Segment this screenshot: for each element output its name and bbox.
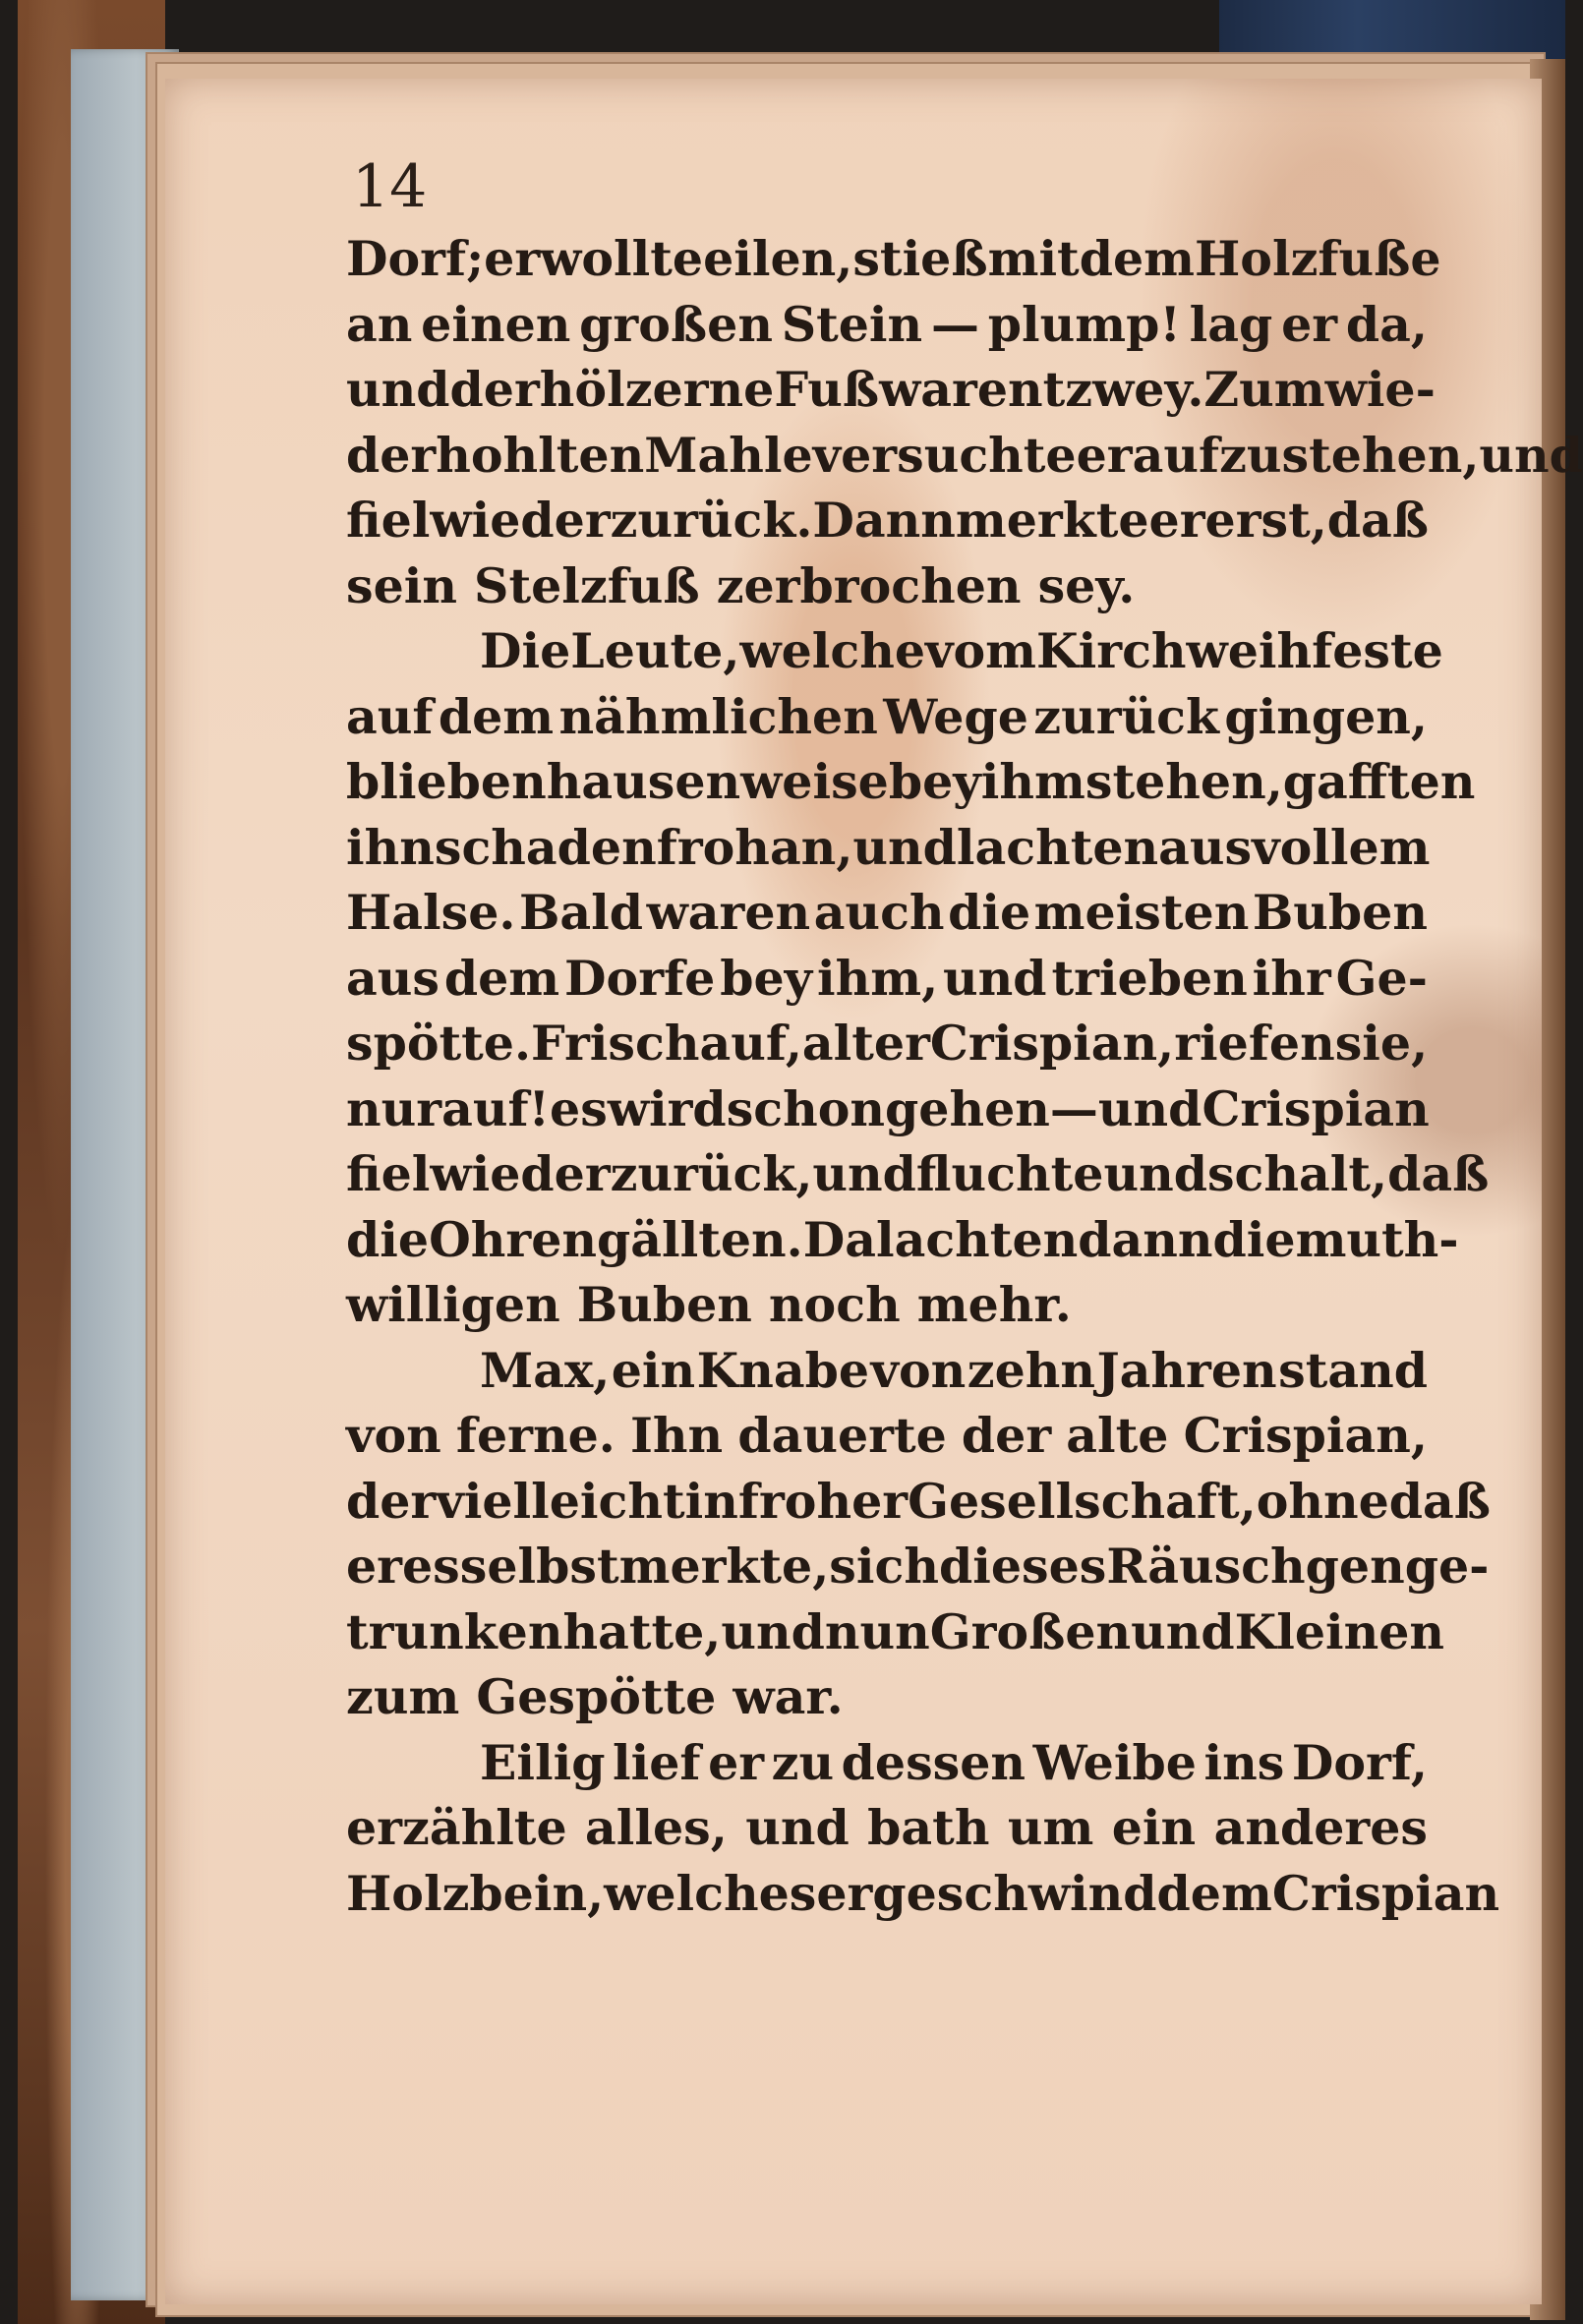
word: spötte.	[346, 1015, 532, 1072]
word: merkte	[955, 492, 1149, 549]
word: Halse.	[346, 884, 516, 941]
word: wird	[607, 1079, 727, 1137]
word: Crispian,	[1183, 1407, 1428, 1464]
word: er	[1281, 295, 1338, 353]
word: Kirchweihfeste	[1036, 622, 1443, 679]
word: entzwey.	[976, 361, 1204, 418]
word: da,	[1345, 295, 1428, 353]
word: dem	[438, 687, 555, 745]
word: meisten	[1033, 884, 1250, 941]
word: stehen,	[1085, 753, 1283, 810]
word: lachten	[956, 818, 1159, 876]
word: bath	[867, 1799, 990, 1856]
word: blieben	[346, 753, 547, 810]
word: welche	[739, 622, 926, 679]
word: stieß	[852, 230, 988, 287]
word: wie-	[1324, 361, 1436, 418]
word: Mahle	[644, 426, 813, 484]
text-line	[346, 357, 1436, 423]
word: derhohlten	[346, 426, 645, 484]
word: trieben	[1051, 949, 1248, 1007]
word: daß	[1326, 492, 1430, 549]
word: Dann	[812, 492, 956, 549]
text-line	[346, 1534, 1490, 1599]
word: hölzerne	[539, 361, 775, 418]
word: der	[346, 1472, 437, 1530]
word: Crispian	[1271, 1864, 1500, 1922]
word: und	[852, 818, 957, 876]
word: geschwind	[872, 1864, 1157, 1922]
word: Crispian,	[929, 1015, 1175, 1072]
word: versuchte	[812, 426, 1077, 484]
word: Buben	[1252, 884, 1428, 941]
word: zurück.	[610, 492, 813, 549]
word: —	[1049, 1079, 1098, 1137]
word: Da	[802, 1210, 876, 1268]
word: riefen	[1174, 1015, 1335, 1072]
word: und	[812, 1145, 916, 1202]
text-line	[346, 1599, 1445, 1665]
word: plump!	[987, 295, 1181, 353]
word: die	[1212, 1210, 1296, 1268]
word: dauerte	[737, 1407, 947, 1464]
word: ein	[611, 1341, 696, 1399]
word: ins	[1203, 1733, 1285, 1791]
word: Dorf,	[1291, 1733, 1428, 1791]
word: —	[930, 295, 979, 353]
word: nur	[346, 1079, 442, 1137]
word: und	[1131, 1602, 1235, 1660]
text-line	[346, 1338, 1428, 1404]
word: Zum	[1203, 361, 1325, 418]
text-line	[346, 292, 1428, 358]
word: Kleinen	[1234, 1602, 1445, 1660]
text-line	[346, 815, 1431, 881]
word: gällten.	[597, 1210, 803, 1268]
word: wieder	[430, 492, 611, 549]
word: Gesellschaft,	[908, 1472, 1257, 1530]
word: an	[346, 295, 413, 353]
word: die	[346, 1210, 430, 1268]
word: vom	[925, 622, 1037, 679]
word: lachten	[875, 1210, 1079, 1268]
body-text	[346, 226, 1583, 1926]
word: wieder	[430, 1145, 611, 1202]
word: gingen,	[1224, 687, 1428, 745]
word: ohne	[1256, 1472, 1389, 1530]
word: war	[879, 361, 977, 418]
word: merkte,	[618, 1538, 830, 1595]
text-line	[346, 1141, 1490, 1207]
word: Jahren	[1096, 1341, 1277, 1399]
word: der	[961, 1407, 1052, 1464]
word: er	[816, 1864, 873, 1922]
word: und	[943, 949, 1047, 1007]
book-page	[165, 79, 1583, 2304]
text-line	[346, 946, 1428, 1012]
word: ihn	[346, 818, 435, 876]
word: er	[708, 1733, 765, 1791]
word: dem	[1156, 1864, 1272, 1922]
text-line	[346, 1730, 1428, 1796]
word: eilen,	[703, 230, 853, 287]
text-line	[346, 1011, 1428, 1076]
word: und	[346, 361, 450, 418]
word: er	[484, 230, 541, 287]
word: hatte,	[562, 1602, 722, 1660]
word: aufzustehen,	[1132, 426, 1480, 484]
word: und	[1103, 1145, 1207, 1202]
word: ein	[1111, 1799, 1197, 1856]
word: aus	[1158, 818, 1253, 876]
word: an,	[769, 818, 853, 876]
word: fluchte	[915, 1145, 1104, 1202]
word: alter	[801, 1015, 930, 1072]
word: Holzfuße	[1195, 230, 1441, 287]
word: muth-	[1295, 1210, 1459, 1268]
word: Die	[480, 622, 571, 679]
text-line	[346, 1403, 1428, 1469]
word: von	[346, 1407, 441, 1464]
word: sie,	[1334, 1015, 1429, 1072]
word: Weibe	[1032, 1733, 1197, 1791]
word: Eilig	[480, 1733, 606, 1791]
word: trunken	[346, 1602, 563, 1660]
word: er	[346, 1538, 402, 1595]
word: und	[1479, 426, 1583, 484]
word: auch	[813, 884, 945, 941]
word: Ihn	[630, 1407, 724, 1464]
text-line	[346, 684, 1428, 750]
word: fiel	[346, 492, 431, 549]
word: anderes	[1213, 1799, 1428, 1856]
word: froher	[737, 1472, 909, 1530]
word: ihr	[1252, 949, 1331, 1007]
word: auf,	[699, 1015, 802, 1072]
word: Holzbein,	[346, 1864, 605, 1922]
word: nähmlichen	[558, 687, 878, 745]
word: fiel	[346, 1145, 431, 1202]
word: schalt,	[1206, 1145, 1388, 1202]
word: Großen	[929, 1602, 1132, 1660]
text-line: zum Gespötte war.	[346, 1668, 844, 1725]
text-line	[346, 226, 1441, 292]
word: aus	[346, 949, 440, 1007]
text-line: sein Stelzfuß zerbrochen sey.	[346, 556, 1136, 614]
word: erzählte	[346, 1799, 567, 1856]
word: zurück	[1033, 687, 1219, 745]
text-line: willigen Buben noch mehr.	[346, 1276, 1072, 1333]
word: es	[550, 1079, 608, 1137]
word: zehn	[967, 1341, 1096, 1399]
word: gehen	[885, 1079, 1050, 1137]
word: alte	[1066, 1407, 1169, 1464]
word: gafften	[1282, 753, 1476, 810]
word: ge-	[1404, 1538, 1490, 1595]
text-line	[346, 1207, 1459, 1273]
word: schon	[726, 1079, 886, 1137]
word: Ohren	[429, 1210, 597, 1268]
word: er	[1148, 492, 1205, 549]
word: daß	[1388, 1472, 1492, 1530]
word: auf!	[441, 1079, 551, 1137]
word: Fuß	[774, 361, 880, 418]
word: Crispian	[1202, 1079, 1430, 1137]
word: erst,	[1204, 492, 1327, 549]
text-line	[346, 880, 1428, 946]
word: auf	[346, 687, 434, 745]
text-line	[346, 1076, 1428, 1142]
word: schadenfroh	[434, 818, 770, 876]
word: und	[745, 1799, 850, 1856]
word: er	[1076, 426, 1133, 484]
word: mit	[987, 230, 1080, 287]
word: es	[402, 1538, 460, 1595]
word: dem	[443, 949, 560, 1007]
word: dessen	[841, 1733, 1026, 1791]
word: Leute,	[570, 622, 740, 679]
word: daß	[1387, 1145, 1490, 1202]
word: zu	[771, 1733, 835, 1791]
word: einen	[421, 295, 571, 353]
word: Räuschgen	[1106, 1538, 1405, 1595]
text-line	[346, 749, 1476, 815]
word: Knabe	[696, 1341, 870, 1399]
word: der	[449, 361, 540, 418]
word: hausenweise	[546, 753, 889, 810]
text-line	[346, 1795, 1428, 1861]
word: lag	[1189, 295, 1273, 353]
word: stand	[1278, 1341, 1428, 1399]
word: bey	[888, 753, 981, 810]
word: und	[1097, 1079, 1202, 1137]
word: alles,	[585, 1799, 728, 1856]
word: Stein	[781, 295, 923, 353]
word: zurück,	[610, 1145, 813, 1202]
word: lief	[613, 1733, 701, 1791]
text-line	[346, 488, 1428, 553]
word: Frisch	[531, 1015, 700, 1072]
word: ihm,	[817, 949, 939, 1007]
word: sich	[829, 1538, 939, 1595]
word: Max,	[480, 1341, 611, 1399]
word: Ge-	[1335, 949, 1428, 1007]
word: großen	[579, 295, 773, 353]
word: dieses	[938, 1538, 1107, 1595]
word: selbst	[459, 1538, 619, 1595]
word: und	[721, 1602, 825, 1660]
text-line	[346, 1861, 1500, 1927]
word: Dorfe	[564, 949, 716, 1007]
text-line	[346, 618, 1443, 684]
word: wollte	[540, 230, 704, 287]
word: vielleicht	[436, 1472, 685, 1530]
word: dann	[1078, 1210, 1213, 1268]
word: nun	[824, 1602, 930, 1660]
word: Dorf;	[346, 230, 485, 287]
text-line	[346, 1469, 1492, 1535]
word: von	[870, 1341, 967, 1399]
word: Bald	[519, 884, 644, 941]
word: bey	[720, 949, 813, 1007]
word: waren	[646, 884, 811, 941]
word: ihm	[980, 753, 1085, 810]
word: in	[684, 1472, 738, 1530]
word: vollem	[1252, 818, 1431, 876]
word: ferne.	[455, 1407, 616, 1464]
page-number: 14	[352, 152, 428, 221]
text-line	[346, 423, 1583, 489]
word: welches	[604, 1864, 817, 1922]
word: um	[1007, 1799, 1094, 1856]
word: die	[948, 884, 1031, 941]
word: dem	[1079, 230, 1195, 287]
word: Wege	[883, 687, 1028, 745]
